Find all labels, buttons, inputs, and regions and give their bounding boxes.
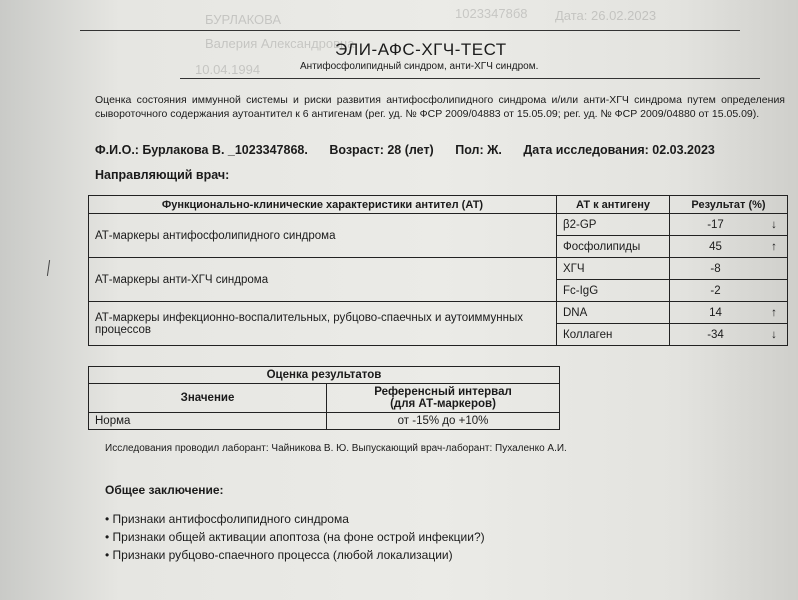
group-label: АТ-маркеры инфекционно-воспалительных, рубцово-спаечных и аутоиммунных процессов: [89, 302, 557, 346]
arrow-up-icon: ↑: [761, 302, 788, 324]
result-value: 45: [670, 236, 762, 258]
bleed-through-surname: БУРЛАКОВА: [205, 12, 282, 27]
conclusion-list: [105, 510, 485, 564]
result-value: -8: [670, 258, 762, 280]
antigen-name: β2-GP: [557, 214, 670, 236]
results-header-characteristic: Функционально-клинические характеристики антител (АТ): [89, 196, 557, 214]
intro-paragraph: Оценка состояния иммунной системы и риски развития антифосфолипидного синдрома и/или анти-ХГЧ синдрома путем определения сывороточного содержания аутоантител к 6 антигенам (рег. уд. № ФСР 2009/04883 от 15.05.09; рег. уд. № ФСР 2009/04880 от 15.05.09).: [95, 94, 785, 120]
result-value: -2: [670, 280, 762, 302]
study-date: Дата исследования: 02.03.2023: [523, 143, 715, 157]
bleed-through-birthdate: 10.04.1994: [195, 62, 261, 77]
patient-name: Ф.И.О.: Бурлакова В. _1023347868.: [95, 143, 308, 157]
reference-header-line1: Референсный интервал: [374, 386, 512, 398]
results-header-row: [89, 196, 788, 214]
norm-interval: от -15% до +10%: [327, 413, 560, 430]
arrow-down-icon: ↓: [761, 214, 788, 236]
group-label: АТ-маркеры антифосфолипидного синдрома: [89, 214, 557, 258]
bleed-through-id: 10233478б8: [455, 6, 528, 21]
referring-doctor: Направляющий врач:: [95, 168, 230, 182]
antigen-name: Фосфолипиды: [557, 236, 670, 258]
top-rule: [80, 30, 740, 31]
arrow-cell: [761, 280, 788, 302]
pen-mark: [47, 260, 50, 276]
evaluation-header-row: [89, 384, 560, 413]
antigen-name: ХГЧ: [557, 258, 670, 280]
evaluation-title: Оценка результатов: [89, 367, 560, 384]
bleed-through-date: Дата: 26.02.2023: [555, 8, 657, 23]
antigen-name: Fc-IgG: [557, 280, 670, 302]
conclusion-title: Общее заключение:: [105, 483, 224, 497]
arrow-down-icon: ↓: [761, 324, 788, 346]
evaluation-title-row: [89, 367, 560, 384]
table-row: [89, 413, 560, 430]
evaluation-header-value: Значение: [89, 384, 327, 413]
list-item: • Признаки общей активации апоптоза (на фоне острой инфекции?): [105, 528, 485, 546]
evaluation-header-reference: [327, 384, 560, 413]
staff-line: Исследования проводил лаборант: Чайникова В. Ю. Выпускающий врач-лаборант: Пухаленко А.И.: [105, 443, 567, 454]
table-row: [89, 302, 788, 324]
evaluation-table: [88, 366, 560, 430]
results-header-antigen: АТ к антигену: [557, 196, 670, 214]
patient-info: [95, 143, 733, 157]
group-label: АТ-маркеры анти-ХГЧ синдрома: [89, 258, 557, 302]
result-value: -34: [670, 324, 762, 346]
bleed-through-name: Валерия Александровна: [205, 36, 355, 51]
norm-label: Норма: [89, 413, 327, 430]
result-value: 14: [670, 302, 762, 324]
antigen-name: Коллаген: [557, 324, 670, 346]
reference-header-line2: (для АТ-маркеров): [390, 398, 496, 410]
subtitle-rule: [180, 78, 760, 79]
table-row: [89, 258, 788, 280]
document-subtitle: Антифосфолипидный синдром, анти-ХГЧ синдром.: [300, 61, 539, 72]
arrow-cell: [761, 258, 788, 280]
arrow-up-icon: ↑: [761, 236, 788, 258]
antigen-name: DNA: [557, 302, 670, 324]
patient-sex: Пол: Ж.: [455, 143, 502, 157]
result-value: -17: [670, 214, 762, 236]
document-title: ЭЛИ-АФС-ХГЧ-ТЕСТ: [335, 40, 507, 59]
results-header-result: Результат (%): [670, 196, 788, 214]
list-item: • Признаки антифосфолипидного синдрома: [105, 510, 485, 528]
patient-age: Возраст: 28 (лет): [329, 143, 434, 157]
results-table: [88, 195, 788, 346]
table-row: [89, 214, 788, 236]
list-item: • Признаки рубцово-спаечного процесса (любой локализации): [105, 546, 485, 564]
